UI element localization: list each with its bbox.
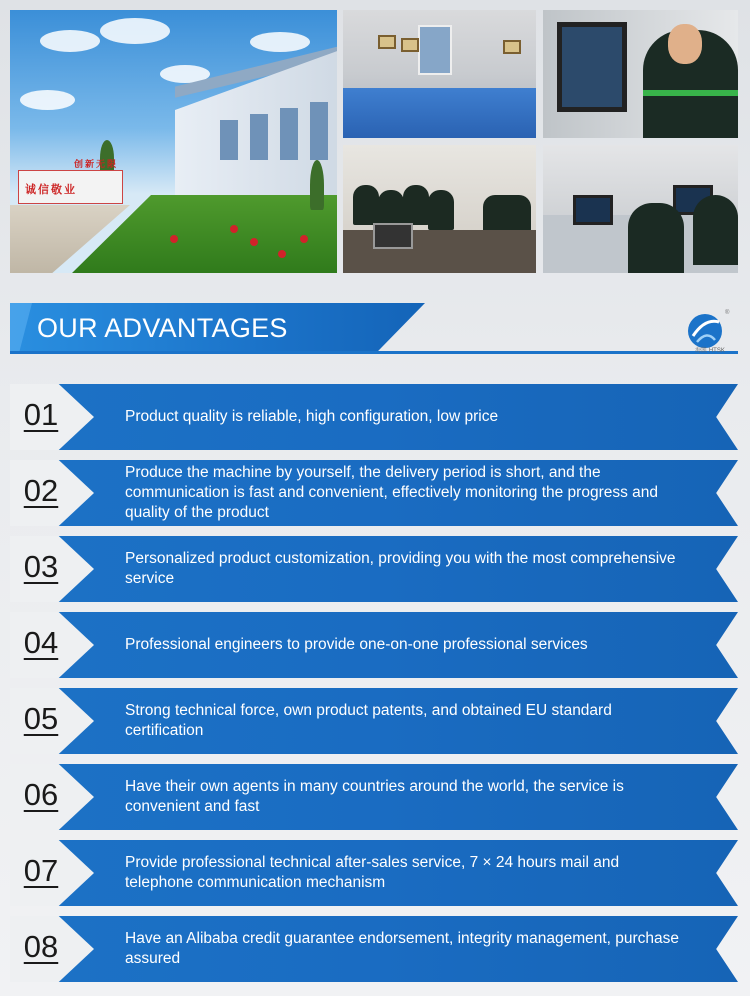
header-underline [10, 351, 738, 354]
advantage-row-01 [10, 384, 738, 450]
advantage-text: Strong technical force, own product patents, and obtained EU standard certification [125, 702, 612, 739]
advantage-row-05 [10, 688, 738, 754]
sign-text-bottom: 诚信敬业 [25, 183, 77, 196]
engineer-photo [543, 10, 738, 138]
meeting-photo [343, 145, 536, 273]
advantage-row-07 [10, 840, 738, 906]
advantage-text: Have an Alibaba credit guarantee endorsement, integrity management, purchase assured [125, 930, 680, 967]
advantage-number: 07 [23, 853, 59, 888]
advantage-text: Personalized product customization, providing you with the most comprehensive service [125, 550, 676, 587]
logo-text: 海凯 HTSK [695, 348, 725, 354]
advantage-number: 01 [23, 397, 59, 432]
advantage-row-04 [10, 612, 738, 678]
advantage-text: Product quality is reliable, high configuration, low price [125, 408, 499, 425]
advantage-number: 05 [23, 701, 59, 736]
office-photo [343, 10, 536, 138]
advantage-number: 03 [23, 549, 59, 584]
factory-photo [10, 10, 337, 273]
workers-photo [543, 145, 738, 273]
page-title: OUR ADVANTAGES [37, 313, 288, 343]
advantage-text: Produce the machine by yourself, the delivery period is short, and the communication is fast and convenient, effectively monitoring the progress and quality of the product [125, 464, 659, 521]
advantage-row-02 [10, 460, 738, 526]
logo-registered-mark: ® [725, 310, 730, 316]
factory-sign [18, 160, 123, 204]
advantage-row-08 [10, 916, 738, 982]
advantage-row-03 [10, 536, 738, 602]
advantage-number: 02 [23, 473, 59, 508]
advantage-number: 04 [23, 625, 59, 660]
advantage-text: Have their own agents in many countries around the world, the service is convenient and fast [125, 778, 624, 815]
sign-text-top: 创新无限 [74, 160, 119, 170]
advantage-text: Provide professional technical after-sales service, 7 × 24 hours mail and telephone communication mechanism [125, 854, 620, 891]
advantage-row-06 [10, 764, 738, 830]
advantage-number: 06 [23, 777, 59, 812]
advantage-text: Professional engineers to provide one-on-one professional services [125, 636, 588, 653]
photo-collage [10, 10, 738, 274]
advantage-number: 08 [23, 929, 59, 964]
